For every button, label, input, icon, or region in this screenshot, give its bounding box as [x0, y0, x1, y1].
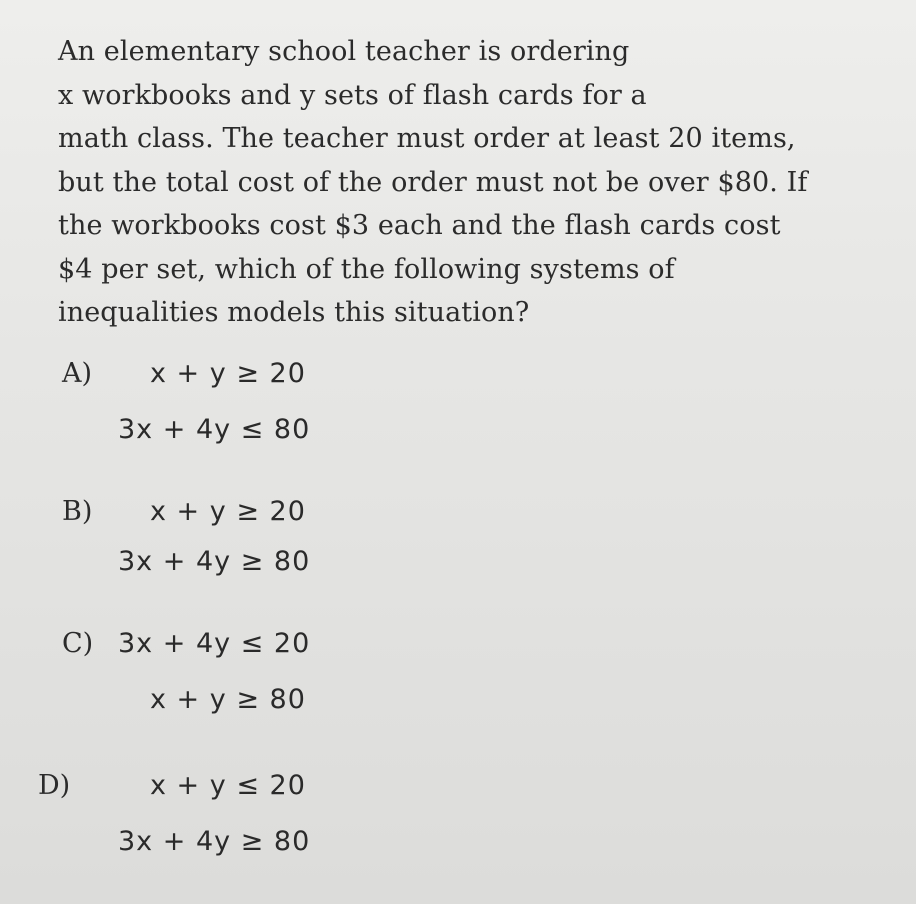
choice-b-inequality-1: x + y ≥ 20: [150, 496, 306, 527]
question-text: [58, 30, 898, 335]
question-line: x workbooks and y sets of flash cards for a: [58, 79, 647, 111]
question-line: the workbooks cost $3 each and the flash cards cost: [58, 210, 781, 241]
choice-d-inequality-1: x + y ≤ 20: [150, 770, 306, 801]
choice-c-letter: C): [62, 628, 94, 659]
choice-c-inequality-1: 3x + 4y ≤ 20: [118, 628, 311, 659]
question-line: An elementary school teacher is ordering: [58, 36, 630, 67]
question-line: math class. The teacher must order at least 20 items,: [58, 123, 796, 154]
question-line: but the total cost of the order must not be over $80. If: [58, 166, 808, 198]
choice-b-letter: B): [62, 496, 93, 527]
choice-a-inequality-2: 3x + 4y ≤ 80: [118, 414, 311, 445]
choice-a-inequality-1: x + y ≥ 20: [150, 358, 306, 389]
question-line: $4 per set, which of the following systems of: [58, 253, 675, 285]
choice-d-letter: D): [38, 770, 71, 801]
choice-c-inequality-2: x + y ≥ 80: [150, 684, 306, 715]
question-line: inequalities models this situation?: [58, 297, 530, 328]
choice-a-letter: A): [62, 358, 93, 389]
choice-b-inequality-2: 3x + 4y ≥ 80: [118, 546, 311, 577]
choice-d-inequality-2: 3x + 4y ≥ 80: [118, 826, 311, 857]
